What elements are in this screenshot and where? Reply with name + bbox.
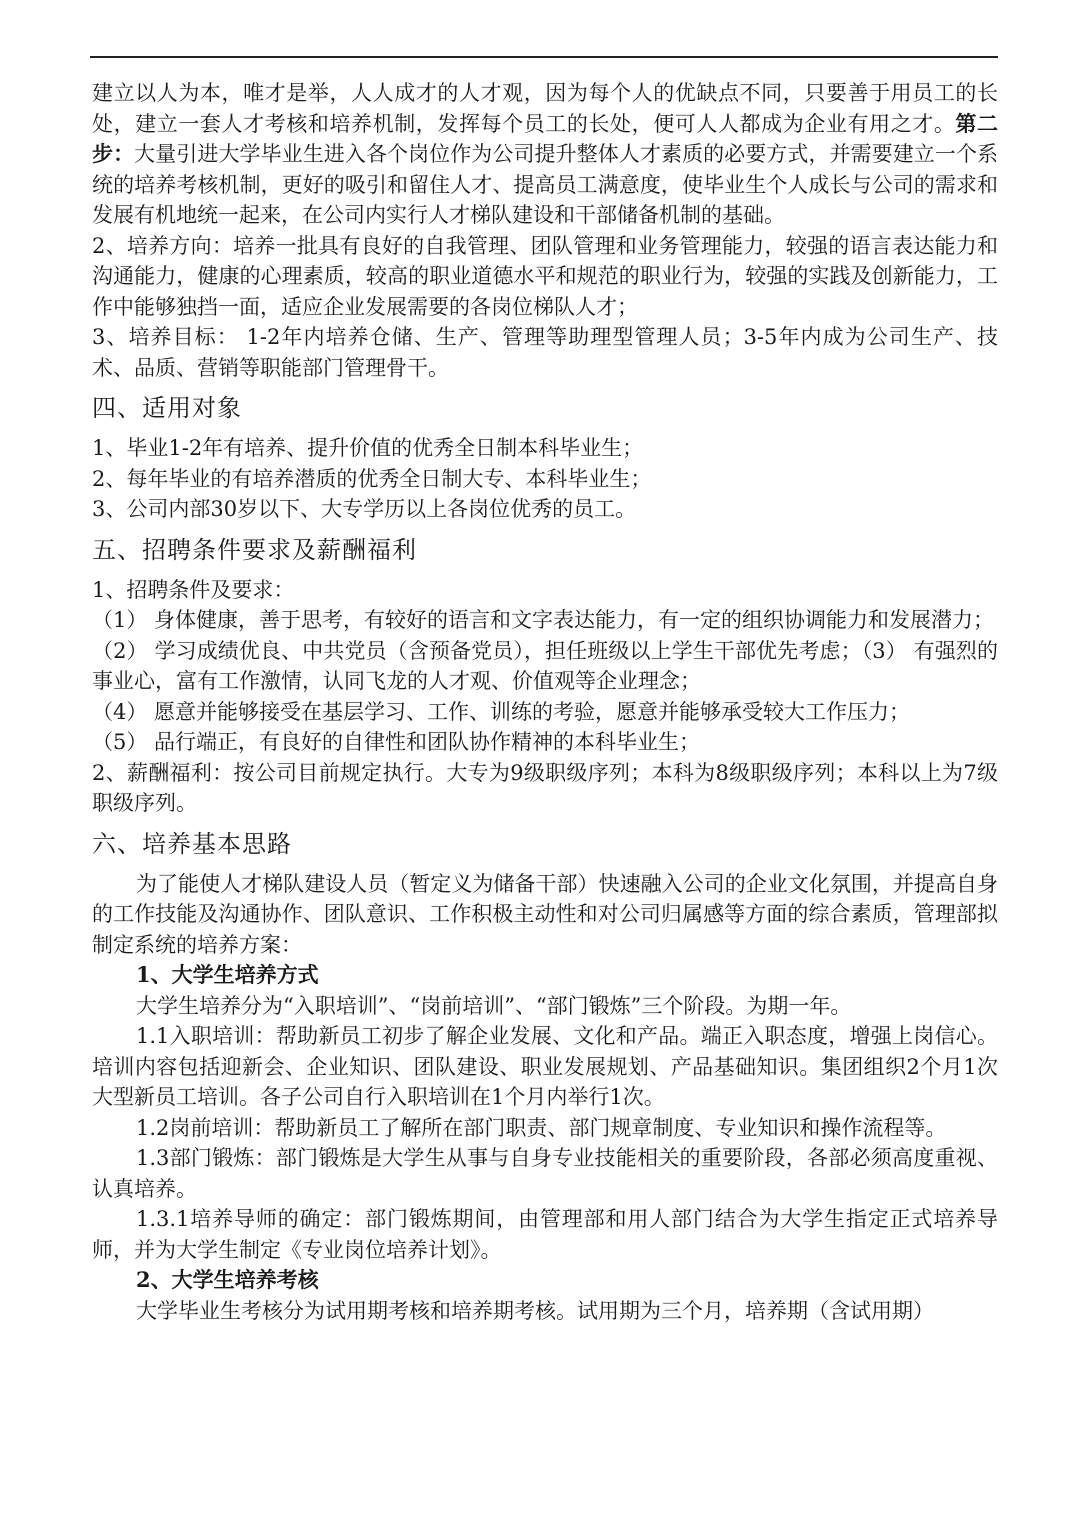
list-item: 3、公司内部30岁以下、大专学历以上各岗位优秀的员工。: [92, 497, 637, 521]
document-page: [92, 78, 998, 1326]
intro-paragraph: [92, 78, 998, 231]
training-goal: 3、培养目标： 1-2年内培养仓储、生产、管理等助理型管理人员；3-5年内成为公司生产、技术、品质、营销等职能部门管理骨干。: [92, 325, 998, 380]
section5-heading: 五、招聘条件要求及薪酬福利: [92, 535, 417, 564]
requirement-4: （4） 愿意并能够接受在基层学习、工作、训练的考验，愿意并能够承受较大工作压力；: [92, 699, 911, 724]
requirement-2-3: （2） 学习成绩优良、中共党员（含预备党员），担任班级以上学生干部优先考虑；（3） 有强烈的事业心，富有工作激情，认同飞龙的人才观、价值观等企业理念；: [92, 638, 998, 693]
subsection1-text: 大学生培养分为“入职培训”、“岗前培训”、“部门锻炼”三个阶段。为期一年。: [136, 993, 852, 1018]
onboarding-training: 1.1入职培训：帮助新员工初步了解企业发展、文化和产品。端正入职态度，增强上岗信心。培训内容包括迎新会、企业知识、团队建设、职业发展规划、产品基础知识。集团组织2个月1次大型新员工培训。各子公司自行入职培训在1个月内举行1次。: [92, 1024, 998, 1109]
intro-part1: 建立以人为本，唯才是举，人人成才的人才观，因为每个人的优缺点不同，只要善于用员工的长处，建立一套人才考核和培养机制，发挥每个员工的长处，便可人人都成为企业有用之才。: [92, 81, 998, 136]
intro-part2: 大量引进大学毕业生进入各个岗位作为公司提升整体人才素质的必要方式，并需要建立一个系统的培养考核机制，更好的吸引和留住人才、提高员工满意度，使毕业生个人成长与公司的需求和发展有机地统一起来，在公司内实行人才梯队建设和干部储备机制的基础。: [92, 142, 999, 227]
list-item: 2、每年毕业的有培养潜质的优秀全日制大专、本科毕业生；: [92, 466, 652, 491]
subsection1-title: 1、大学生培养方式: [136, 962, 319, 987]
department-training: 1.3部门锻炼：部门锻炼是大学生从事与自身专业技能相关的重要阶段，各部必须高度重视、认真培养。: [92, 1146, 998, 1201]
training-direction: 2、培养方向：培养一批具有良好的自我管理、团队管理和业务管理能力，较强的语言表达能力和沟通能力，健康的心理素质，较高的职业道德水平和规范的职业行为，较强的实践及创新能力，工作中能够独挡一面，适应企业发展需要的各岗位梯队人才；: [92, 233, 998, 319]
pre-job-training: 1.2岗前培训：帮助新员工了解所在部门职责、部门规章制度、专业知识和操作流程等。: [136, 1115, 947, 1140]
list-item: 1、毕业1-2年有培养、提升价值的优秀全日制本科毕业生；: [92, 436, 644, 460]
section4-heading: 四、适用对象: [92, 394, 242, 422]
requirement-1: （1） 身体健康，善于思考，有较好的语言和文字表达能力，有一定的组织协调能力和发展潜力；: [92, 608, 995, 632]
subsection2-title: 2、大学生培养考核: [136, 1267, 319, 1292]
requirements-title: 1、招聘条件及要求：: [92, 577, 295, 602]
section6-intro: 为了能使人才梯队建设人员（暂定义为储备干部）快速融入公司的企业文化氛围，并提高自身的工作技能及沟通协作、团队意识、工作积极主动性和对公司归属感等方面的综合素质，管理部拟制定系统的培养方案：: [92, 871, 998, 957]
mentor-assignment: 1.3.1培养导师的确定：部门锻炼期间，由管理部和用人部门结合为大学生指定正式培养导师，并为大学生制定《专业岗位培养计划》。: [92, 1207, 998, 1262]
step2-label: 第二步：: [92, 110, 999, 166]
requirement-5: （5） 品行端正，有良好的自律性和团队协作精神的本科毕业生；: [92, 730, 701, 754]
subsection2-text: 大学毕业生考核分为试用期考核和培养期考核。试用期为三个月，培养期（含试用期）: [136, 1298, 934, 1323]
header-rule: [90, 56, 998, 58]
salary-benefits: 2、薪酬福利：按公司目前规定执行。大专为9级职级序列；本科为8级职级序列；本科以上为7级职级序列。: [92, 760, 998, 815]
section6-heading: 六、培养基本思路: [92, 829, 292, 858]
